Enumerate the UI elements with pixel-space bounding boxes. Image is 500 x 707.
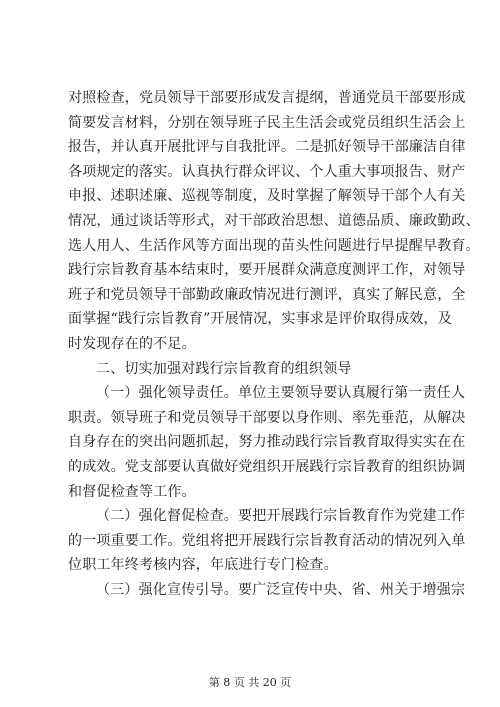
text-line: 和督促检查等工作。 [68, 483, 196, 500]
document-body [68, 86, 480, 602]
text-line: （一）强化领导责任。单位主要领导要认真履行第一责任人 [96, 385, 466, 402]
text-line: 选人用人、生活作风等方面出现的苗头性问题进行早提醒早教育。 [68, 237, 480, 254]
text-line: 位职工年终考核内容，年底进行专门检查。 [68, 557, 338, 574]
text-line: 践行宗旨教育基本结束时，要开展群众满意度测评工作，对领导 [68, 262, 466, 279]
text-line: 时发现存在的不足。 [68, 335, 196, 352]
text-line: 对照检查，党员领导干部要形成发言提纲，普通党员干部要形成 [68, 90, 466, 106]
text-line: 情况，通过谈话等形式，对干部政治思想、道德品质、廉政勤政、 [68, 212, 480, 229]
text-line: 申报、述职述廉、巡视等制度，及时掌握了解领导干部个人有关 [68, 188, 466, 205]
text-line: 简要发言材料，分别在领导班子民主生活会或党员组织生活会上 [68, 114, 466, 131]
text-line: 面掌握“践行宗旨教育”开展情况，实事求是评价取得成效，及 [68, 311, 452, 328]
text-line: （二）强化督促检查。要把开展践行宗旨教育作为党建工作 [96, 508, 466, 525]
text-line: 报告，并认真开展批评与自我批评。二是抓好领导干部廉洁自律 [68, 139, 466, 156]
text-line: 各项规定的落实。认真执行群众评议、个人重大事项报告、财产 [68, 163, 466, 180]
text-line: 自身存在的突出问题抓起，努力推动践行宗旨教育取得实实在在 [68, 434, 466, 451]
text-line: 的成效。党支部要认真做好党组织开展践行宗旨教育的组织协调 [68, 458, 466, 475]
text-line: 职责。领导班子和党员领导干部要以身作则、率先垂范，从解决 [68, 409, 466, 426]
text-line: 的一项重要工作。党组将把开展践行宗旨教育活动的情况列入单 [68, 532, 466, 549]
section-heading: 二、切实加强对践行宗旨教育的组织领导 [96, 360, 352, 377]
page-number-footer: 第 8 页 共 20 页 [208, 676, 292, 689]
text-line: （三）强化宣传引导。要广泛宣传中央、省、州关于增强宗 [96, 581, 466, 598]
text-line: 班子和党员领导干部勤政廉政情况进行测评，真实了解民意，全 [68, 286, 466, 303]
